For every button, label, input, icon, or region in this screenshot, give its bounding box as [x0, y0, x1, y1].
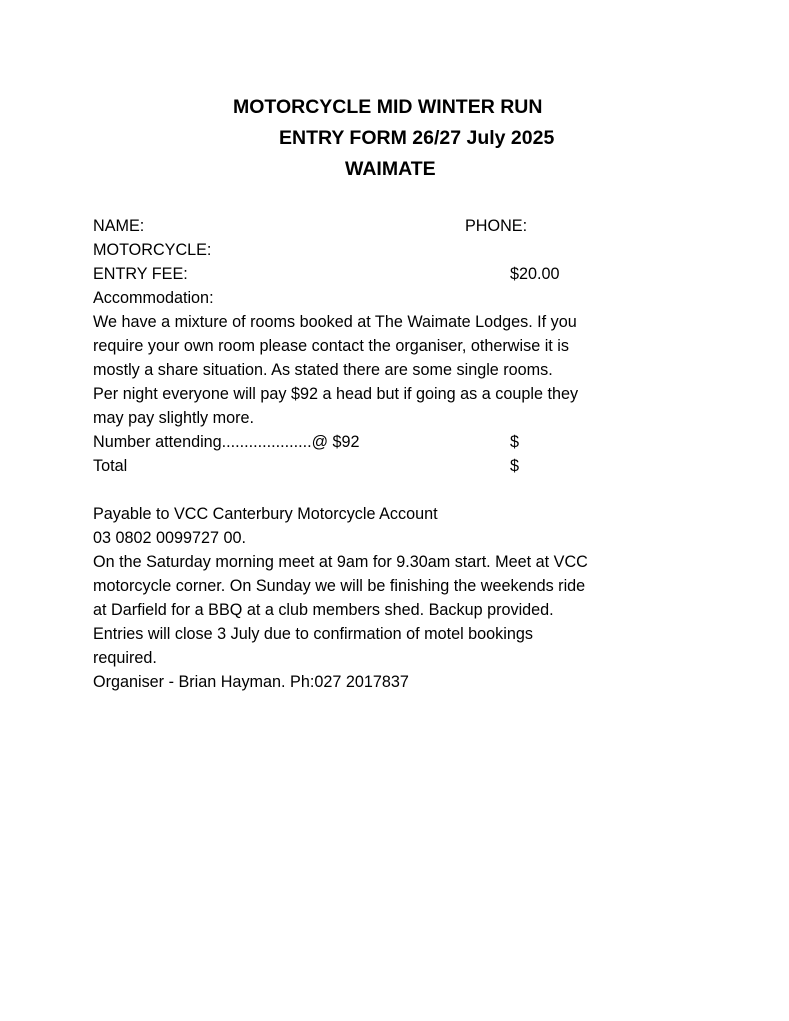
- spacer: [93, 478, 733, 502]
- account-number: 03 0802 0099727 00.: [93, 529, 247, 547]
- motorcycle-label: MOTORCYCLE:: [93, 241, 212, 259]
- details-line: at Darfield for a BBQ at a club members shed. Backup provided.: [93, 601, 554, 619]
- details-line: required.: [93, 649, 157, 667]
- accommodation-label-row: [93, 286, 733, 310]
- payable-to: Payable to VCC Canterbury Motorcycle Account: [93, 505, 438, 523]
- details-line: Entries will close 3 July due to confirmation of motel bookings: [93, 625, 533, 643]
- name-phone-row: [93, 214, 733, 238]
- details-line: On the Saturday morning meet at 9am for 9.30am start. Meet at VCC: [93, 553, 588, 571]
- title-location: WAIMATE: [345, 158, 436, 180]
- form-body: [93, 214, 733, 694]
- number-attending-row: [93, 430, 733, 454]
- motorcycle-row: [93, 238, 733, 262]
- entry-fee-value: $20.00: [510, 265, 560, 283]
- details-line: motorcycle corner. On Sunday we will be finishing the weekends ride: [93, 577, 586, 595]
- accommodation-line: require your own room please contact the organiser, otherwise it is: [93, 337, 569, 355]
- total-row: [93, 454, 733, 478]
- accommodation-line: mostly a share situation. As stated there are some single rooms.: [93, 361, 553, 379]
- title-event-name: MOTORCYCLE MID WINTER RUN: [233, 96, 543, 118]
- entry-fee-label: ENTRY FEE:: [93, 265, 188, 283]
- total-amount: $: [510, 457, 520, 475]
- total-label: Total: [93, 457, 128, 475]
- number-attending-label: Number attending....................@ $92: [93, 433, 360, 451]
- phone-label: PHONE:: [465, 217, 528, 235]
- accommodation-line: may pay slightly more.: [93, 409, 255, 427]
- accommodation-line: Per night everyone will pay $92 a head but if going as a couple they: [93, 385, 579, 403]
- accommodation-label: Accommodation:: [93, 289, 214, 307]
- accommodation-line: We have a mixture of rooms booked at The Waimate Lodges. If you: [93, 313, 577, 331]
- organiser-contact: Organiser - Brian Hayman. Ph:027 2017837: [93, 673, 409, 691]
- entry-fee-row: [93, 262, 733, 286]
- title-entry-form-date: ENTRY FORM 26/27 July 2025: [279, 127, 555, 149]
- name-label: NAME:: [93, 217, 145, 235]
- number-attending-amount: $: [510, 433, 520, 451]
